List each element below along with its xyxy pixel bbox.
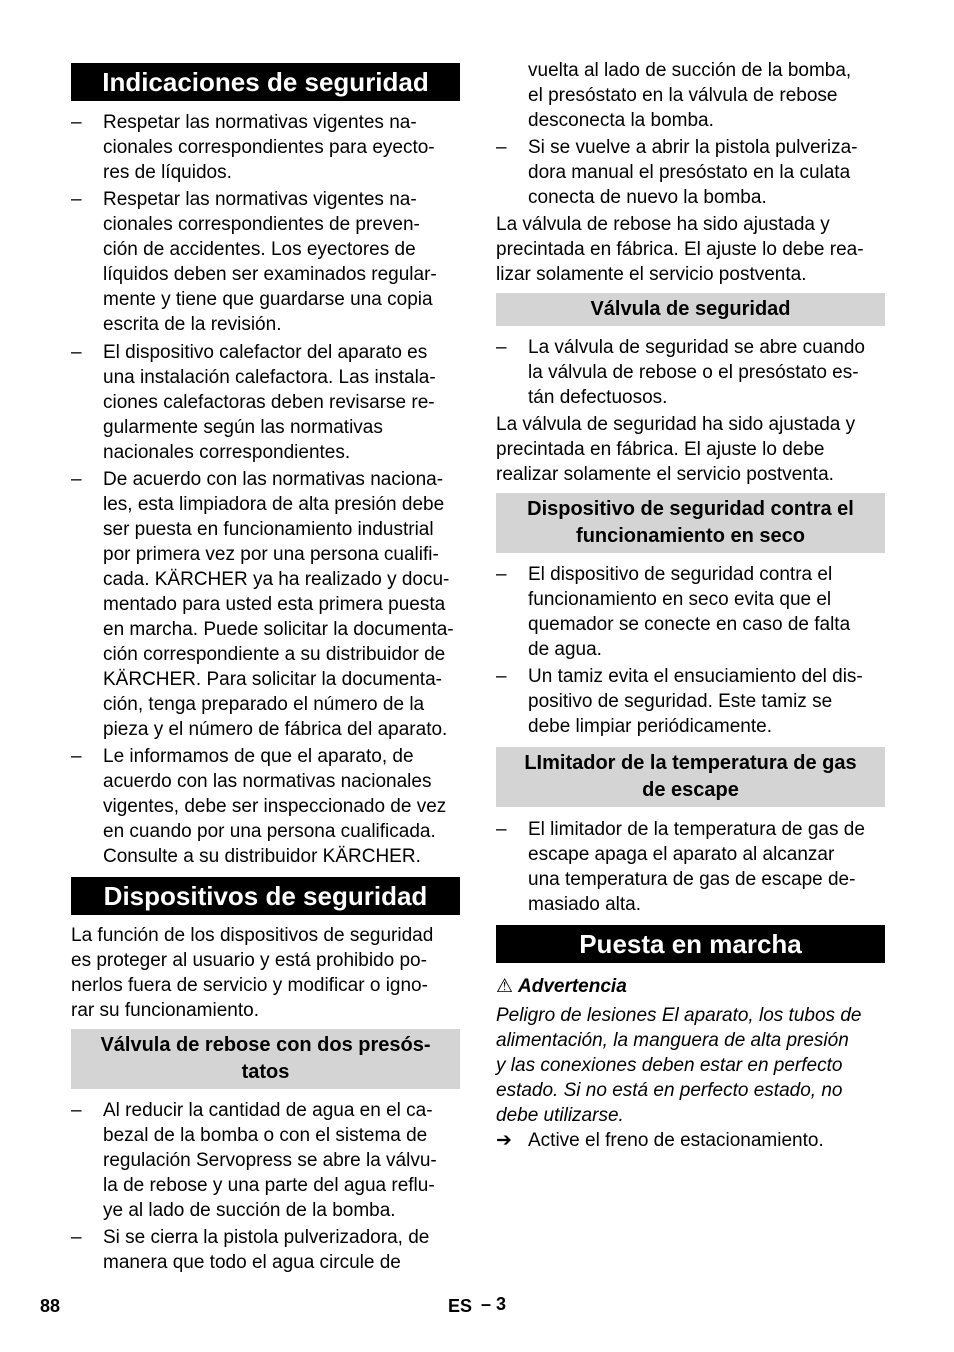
- safety-valve-paragraph: La válvula de seguridad ha sido ajustada y precintada en fábrica. El ajuste lo debe realizar solamente el servicio postventa.: [496, 414, 856, 485]
- dash-bullet: –: [496, 819, 507, 840]
- dash-bullet: –: [71, 342, 82, 363]
- dash-bullet: –: [71, 1100, 82, 1121]
- dash-bullet: –: [496, 337, 507, 358]
- heading-dry-run-protection: Dispositivo de seguridad contra el funcionamiento en seco: [496, 493, 885, 553]
- warning-text: Peligro de lesiones El aparato, los tubos de alimentación, la manguera de alta presión y las conexiones deben estar en perfecto estado. Si no está en perfecto estado, no debe utilizarse.: [496, 1005, 862, 1126]
- dash-bullet: –: [496, 666, 507, 687]
- warning-triangle-icon: ⚠: [496, 976, 514, 997]
- devices-paragraph: La función de los dispositivos de seguridad es proteger al usuario y está prohibido po- nerlos fuera de servicio y modificar o igno- rar su funcionamiento.: [71, 925, 434, 1021]
- overflow-paragraph: La válvula de rebose ha sido ajustada y precintada en fábrica. El ajuste lo debe rea- lizar solamente el servicio postventa.: [496, 214, 864, 285]
- heading-overflow-valve: Válvula de rebose con dos presós- tatos: [71, 1029, 460, 1089]
- page-number: 88: [40, 1296, 61, 1316]
- footer-language: ES: [448, 1296, 473, 1316]
- dash-bullet: –: [71, 746, 82, 767]
- dash-bullet: –: [71, 189, 82, 210]
- heading-exhaust-limiter: LImitador de la temperatura de gas de escape: [496, 747, 885, 807]
- dash-bullet: –: [496, 137, 507, 158]
- dash-bullet: –: [71, 469, 82, 490]
- heading-safety-devices: Dispositivos de seguridad: [71, 877, 460, 915]
- heading-safety-instructions: Indicaciones de seguridad: [71, 63, 460, 101]
- dash-bullet: –: [496, 564, 507, 585]
- warning-label: Advertencia: [518, 976, 627, 997]
- footer-section-page: – 3: [481, 1294, 507, 1314]
- dash-bullet: –: [71, 112, 82, 133]
- warning-label-row: [496, 974, 627, 999]
- heading-safety-valve: Válvula de seguridad: [496, 293, 885, 326]
- heading-startup: Puesta en marcha: [496, 925, 885, 963]
- arrow-right-icon: ➔: [496, 1130, 512, 1151]
- dash-bullet: –: [71, 1227, 82, 1248]
